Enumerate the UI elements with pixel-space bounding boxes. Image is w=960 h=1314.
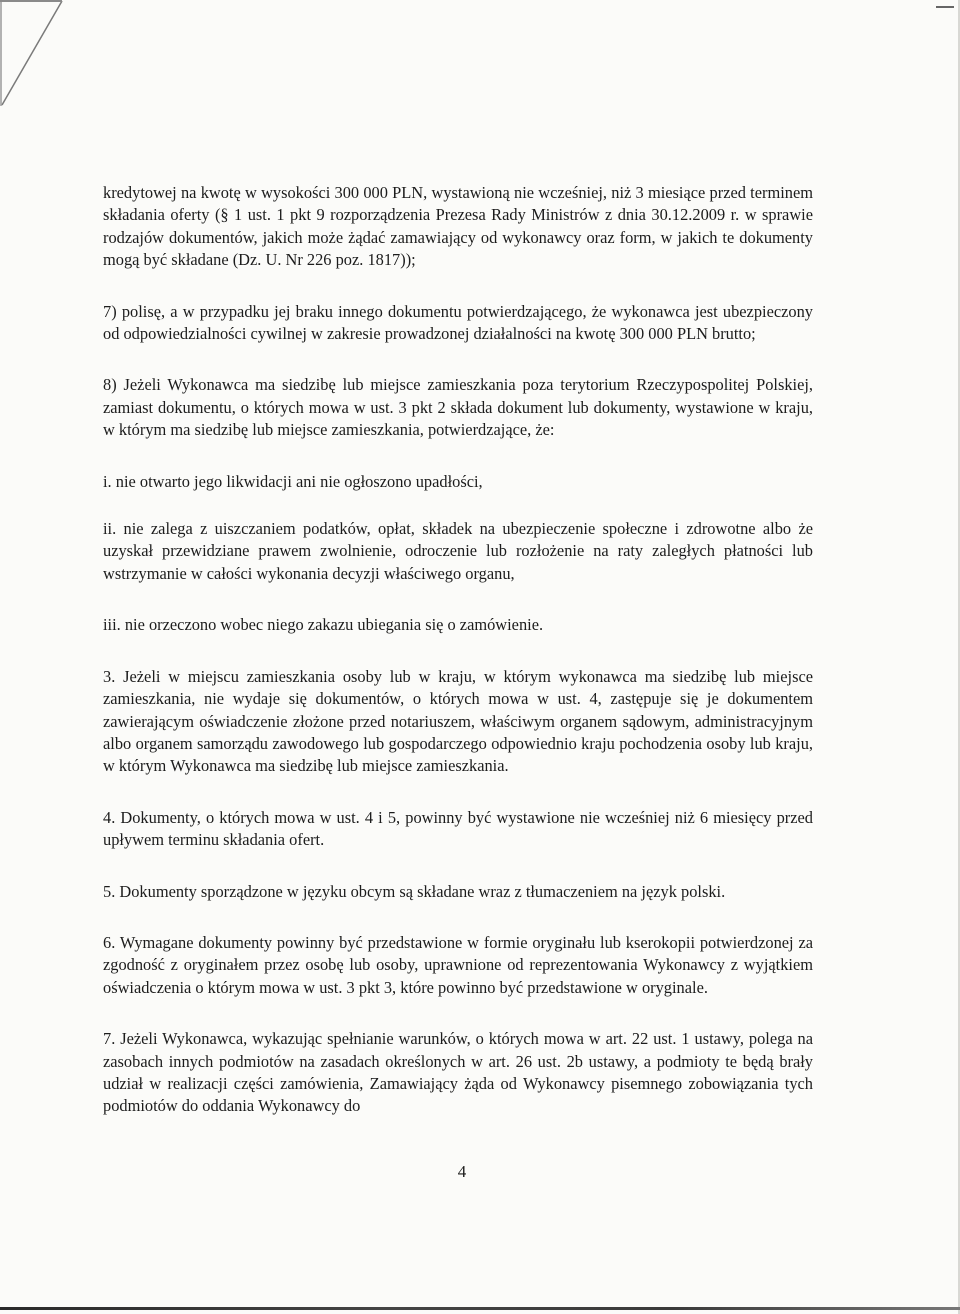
paragraph-section-7: 7. Jeżeli Wykonawca, wykazując spełnianie warunków, o których mowa w art. 22 ust. 1 ustawy, polega na zasobach innych podmiotów na zasadach określonych w art. 26 ust. 2b ustawy, a podmioty te będą brały udział w realizacji części zamówienia, Zamawiający żąda od Wykonawcy pisemnego zobowiązania tych podmiotów do oddania Wykonawcy do <box>103 1029 813 1116</box>
scan-right-mark <box>936 6 954 8</box>
scan-corner-artifact <box>0 0 70 110</box>
scan-bottom-edge <box>0 1307 960 1310</box>
paragraph-subitem-ii: ii. nie zalega z uiszczaniem podatków, opłat, składek na ubezpieczenie społeczne i zdrowotne albo że uzyskał przewidziane prawem zwolnienie, odroczenie lub rozłożenie na raty zaległych płatności lub wstrzymanie w całości wykonania decyzji właściwego organu, <box>103 519 813 583</box>
scan-top-edge <box>0 0 62 2</box>
paragraph-section-6: 6. Wymagane dokumenty powinny być przedstawione w formie oryginału lub kserokopii potwierdzonej za zgodność z oryginałem przez osobę lub osoby, uprawnione od reprezentowania Wykonawcy z wyjątkiem oświadczenia o którym mowa w ust. 3 pkt 3, które powinno być przedstawione w oryginale. <box>103 932 813 997</box>
document-body <box>103 182 813 1147</box>
paragraph-kredytowej: kredytowej na kwotę w wysokości 300 000 PLN, wystawioną nie wcześniej, niż 3 miesiące przed terminem składania oferty (§ 1 ust. 1 pkt 9 rozporządzenia Prezesa Rady Ministrów z dnia 30.12.2009 r. w sprawie rodzajów dokumentów, jakich może żądać zamawiający od wykonawcy oraz form, w jakich te dokumenty mogą być składane (Dz. U. Nr 226 poz. 1817)); <box>103 183 813 270</box>
paragraph-item-7-polisa: 7) polisę, a w przypadku jej braku innego dokumentu potwierdzającego, że wykonawca jest ubezpieczony od odpowiedzialności cywilnej w zakresie prowadzonej działalności na kwotę 300 000 PLN brutto; <box>103 301 813 344</box>
paragraph-section-3: 3. Jeżeli w miejscu zamieszkania osoby lub w kraju, w którym wykonawca ma siedzibę lub miejsce zamieszkania, nie wydaje się dokumentów, o których mowa w ust. 4, zastępuje się je dokumentem zawierającym oświadczenie złożone przed notariuszem, właściwym organem sądowym, administracyjnym albo organem samorządu zawodowego lub gospodarczego odpowiednio kraju pochodzenia osoby lub kraju, w którym Wykonawca ma siedzibę lub miejsce zamieszkania. <box>103 666 813 776</box>
paragraph-section-5: 5. Dokumenty sporządzone w języku obcym są składane wraz z tłumaczeniem na język polski. <box>103 881 726 901</box>
paragraph-item-8-foreign: 8) Jeżeli Wykonawca ma siedzibę lub miejsce zamieszkania poza terytorium Rzeczypospolitej Polskiej, zamiast dokumentu, o których mowa w ust. 3 pkt 2 składa dokument lub dokumenty, wystawione w kraju, w którym ma siedzibę lub miejsce zamieszkania, potwierdzające, że: <box>103 375 813 440</box>
paragraph-subitem-i: i. nie otwarto jego likwidacji ani nie ogłoszono upadłości, <box>103 471 483 491</box>
page-number: 4 <box>457 1162 467 1181</box>
scan-corner-shape <box>0 0 70 110</box>
paragraph-section-4: 4. Dokumenty, o których mowa w ust. 4 i 5, powinny być wystawione nie wcześniej niż 6 miesięcy przed upływem terminu składania ofert. <box>103 807 813 850</box>
paragraph-subitem-iii: iii. nie orzeczono wobec niego zakazu ubiegania się o zamówienie. <box>103 615 544 635</box>
